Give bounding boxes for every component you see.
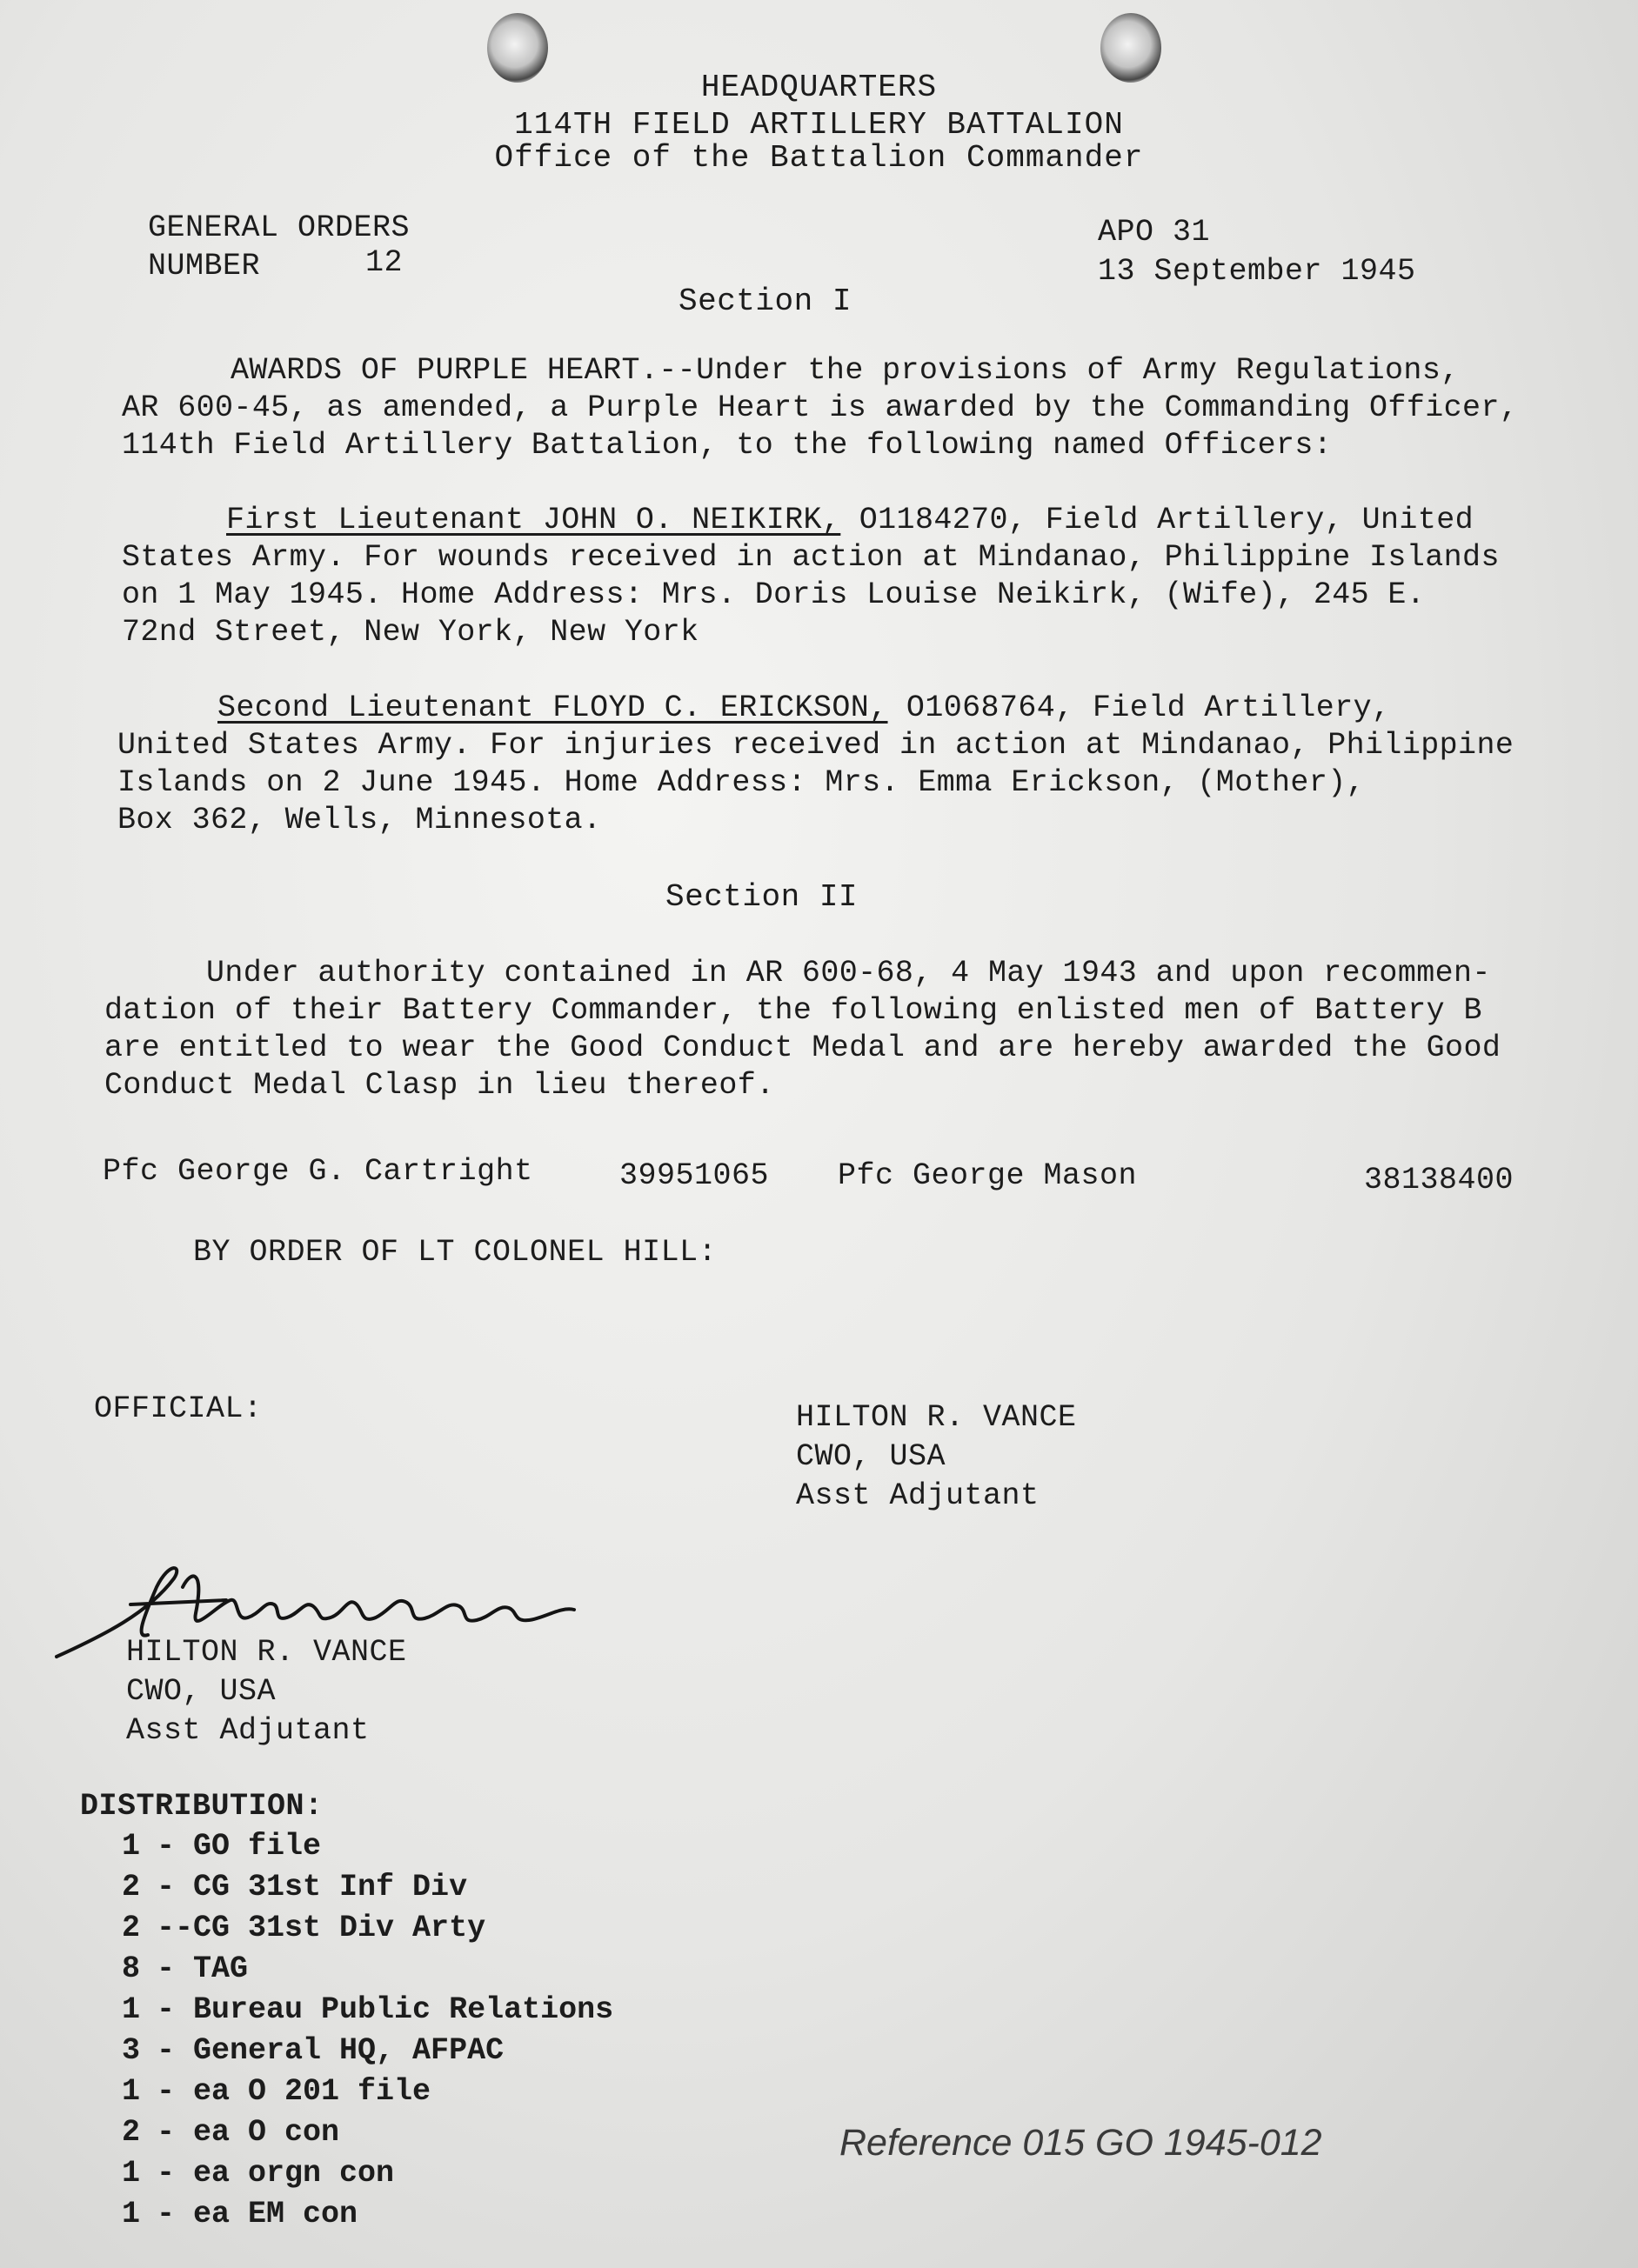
official-name: HILTON R. VANCE: [126, 1635, 407, 1670]
awardee-erickson-name: Second Lieutenant FLOYD C. ERICKSON,: [217, 690, 888, 725]
awardee-neikirk-name: First Lieutenant JOHN O. NEIKIRK,: [226, 503, 841, 537]
intro-line-1: AWARDS OF PURPLE HEART.--Under the provisions of Army Regulations,: [231, 353, 1460, 388]
distribution-item: 1 - Bureau Public Relations: [122, 1992, 614, 2027]
recipient-cartright-serial: 39951065: [619, 1158, 770, 1193]
distribution-list: [83, 1826, 613, 2235]
reference-caption: Reference 015 GO 1945-012: [839, 2122, 1322, 2164]
award-neikirk-line-2: States Army. For wounds received in action at Mindanao, Philippine Islands: [122, 540, 1500, 575]
commander-title: Asst Adjutant: [796, 1478, 1040, 1513]
award-neikirk-line-3: on 1 May 1945. Home Address: Mrs. Doris Louise Neikirk, (Wife), 245 E.: [122, 577, 1426, 612]
recipient-mason-serial: 38138400: [1364, 1163, 1514, 1197]
award-neikirk-line-4: 72nd Street, New York, New York: [122, 615, 699, 650]
distribution-item: 8 - TAG: [122, 1951, 249, 1986]
order-number: 12: [365, 245, 404, 280]
section-2-title: Section II: [665, 879, 859, 915]
distribution-item: 2 - ea O con: [122, 2115, 340, 2150]
official-label: OFFICIAL:: [94, 1391, 263, 1426]
distribution-item: 2 - CG 31st Inf Div: [122, 1870, 468, 1904]
by-order-line: BY ORDER OF LT COLONEL HILL:: [193, 1235, 718, 1270]
award-erickson-line-2: United States Army. For injuries received in action at Mindanao, Philippine: [117, 728, 1514, 763]
general-orders-label: GENERAL ORDERS: [148, 210, 411, 245]
award-neikirk: [122, 502, 1500, 651]
distribution-item: 1 - ea orgn con: [122, 2156, 395, 2191]
award-erickson-line-3: Islands on 2 June 1945. Home Address: Mrs. Emma Erickson, (Mother),: [117, 765, 1366, 800]
distribution-item: 2 --CG 31st Div Arty: [122, 1911, 486, 1945]
distribution-item: 1 - ea O 201 file: [122, 2074, 431, 2109]
award-erickson-line-4: Box 362, Wells, Minnesota.: [117, 803, 602, 837]
intro-line-2: AR 600-45, as amended, a Purple Heart is awarded by the Commanding Officer,: [122, 390, 1519, 425]
apo-number: APO 31: [1098, 215, 1211, 250]
section-1-title: Section I: [679, 284, 852, 319]
header-battalion: 114TH FIELD ARTILLERY BATTALION: [514, 107, 1124, 143]
award-erickson: [117, 690, 1514, 839]
section-2-line-4: Conduct Medal Clasp in lieu thereof.: [104, 1068, 775, 1103]
order-number-label: NUMBER: [148, 249, 261, 284]
distribution-item: 3 - General HQ, AFPAC: [122, 2033, 505, 2068]
commander-name: HILTON R. VANCE: [796, 1400, 1077, 1435]
recipient-cartright-name: Pfc George G. Cartright: [103, 1154, 533, 1189]
distribution-label: DISTRIBUTION:: [80, 1789, 324, 1824]
order-date: 13 September 1945: [1098, 254, 1416, 289]
header-headquarters: HEADQUARTERS: [700, 70, 938, 105]
recipient-mason-name: Pfc George Mason: [838, 1158, 1138, 1193]
distribution-item: 1 - ea EM con: [122, 2197, 358, 2231]
header-office: Office of the Battalion Commander: [494, 140, 1144, 176]
intro-line-3: 114th Field Artillery Battalion, to the following named Officers:: [122, 428, 1333, 463]
section-2-body: [104, 955, 1501, 1104]
distribution-item: 1 - GO file: [122, 1829, 322, 1864]
section-2-line-3: are entitled to wear the Good Conduct Medal and are hereby awarded the Good: [104, 1031, 1501, 1065]
section-2-line-1: Under authority contained in AR 600-68, 4 May 1943 and upon recommen-: [206, 956, 1491, 991]
awardee-erickson-serial: O1068764, Field Artillery,: [887, 690, 1391, 725]
section-1-intro: [122, 352, 1518, 464]
awardee-neikirk-serial: O1184270, Field Artillery, United: [840, 503, 1474, 537]
official-title: Asst Adjutant: [126, 1713, 370, 1748]
commander-rank: CWO, USA: [796, 1439, 946, 1474]
section-2-line-2: dation of their Battery Commander, the following enlisted men of Battery B: [104, 993, 1482, 1028]
official-rank: CWO, USA: [126, 1674, 277, 1709]
